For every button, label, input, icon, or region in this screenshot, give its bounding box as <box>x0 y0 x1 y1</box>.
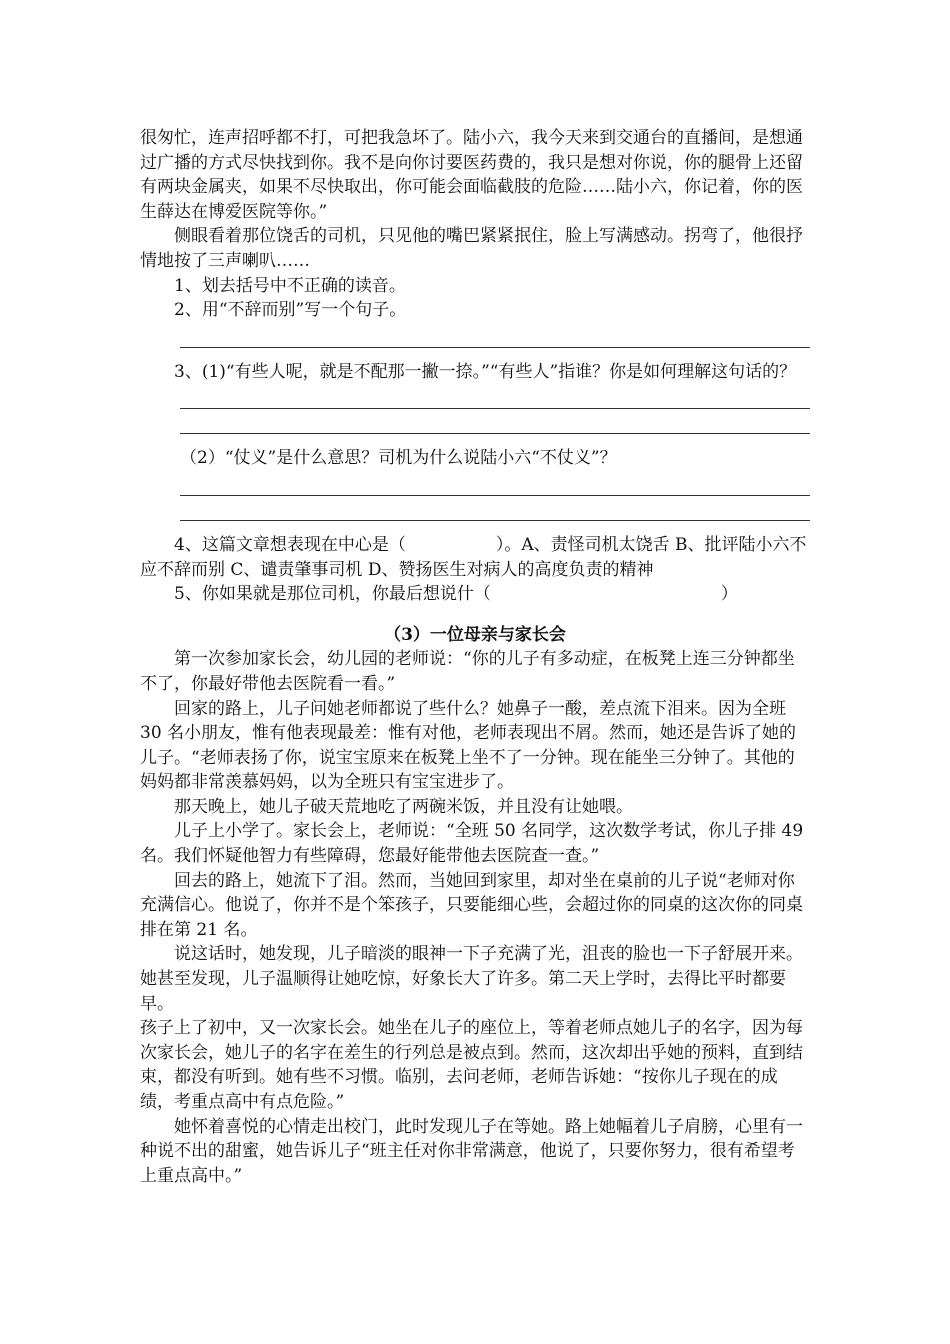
story3-paragraph-2: 回家的路上，儿子问她老师都说了些什么？她鼻子一酸，差点流下泪来。因为全班 30 名小朋友，惟有他表现最差：惟有对他，老师表现出不屑。然而，她还是告诉了她的儿子。“老师表扬了你，说宝宝原来在板凳上坐不了一分钟。现在能坐三分钟了。其他的妈妈都非常羡慕妈妈，以为全班只有宝宝进步了。 <box>140 698 797 793</box>
story3-paragraph-3: 那天晚上，她儿子破天荒地吃了两碗米饭，并且没有让她喂。 <box>174 796 633 817</box>
question-4-stem: 4、这篇文章想表现在中心是（ <box>174 534 406 555</box>
question-4 <box>140 533 810 582</box>
answer-line-q3-2a[interactable] <box>180 471 810 496</box>
question-3-2: （2）“仗义”是什么意思？司机为什么说陆小六“不仗义”？ <box>180 448 617 469</box>
question-4-options: ）。A、责怪司机太饶舌 B、批评陆小六不应不辞而别 C、谴责肇事司机 D、赞扬医生对病人的高度负责的精神 <box>140 534 807 580</box>
answer-line-q3-2b[interactable] <box>180 496 810 521</box>
answer-line-q3-1b[interactable] <box>180 409 810 434</box>
answer-line-q2[interactable] <box>180 323 810 348</box>
document-page <box>140 126 810 1188</box>
story3-paragraph-7: 孩子上了初中，又一次家长会。她坐在儿子的座位上，等着老师点她儿子的名字，因为每次家长会，她儿子的名字在差生的行列总是被点到。然而，这次却出乎她的预料，直到结束，都没有听到。她有些不习惯。临别，去问老师，老师告诉她：“按你儿子现在的成绩，考重点高中有点危险。” <box>140 1018 803 1112</box>
story2-paragraph-1: 很匆忙，连声招呼都不打，可把我急坏了。陆小六，我今天来到交通台的直播间，是想通过广播的方式尽快找到你。我不是向你讨要医药费的，我只是想对你说，你的腿骨上还留有两块金属夹，如果不尽快取出，你可能会面临截肢的危险……陆小六，你记着，你的医生薛达在博爱医院等你。” <box>140 128 803 222</box>
question-5-close: ） <box>720 584 738 605</box>
question-2: 2、用“不辞而别”写一个句子。 <box>174 300 407 321</box>
story3-paragraph-5: 回去的路上，她流下了泪。然而，当她回到家里，却对坐在桌前的儿子说“老师对你充满信心。他说了，你并不是个笨孩子，只要能细心些，会超过你的同桌的这次你的同桌排在第 21 名。 <box>140 870 803 940</box>
question-5 <box>140 582 810 607</box>
story3-paragraph-1: 第一次参加家长会，幼儿园的老师说：“你的儿子有多动症，在板凳上连三分钟都坐不了，你最好带他去医院看一看。” <box>140 649 795 694</box>
story3-paragraph-8: 她怀着喜悦的心情走出校门，此时发现儿子在等她。路上她幅着儿子肩膀，心里有一种说不出的甜蜜，她告诉儿子“班主任对你非常满意，他说了，只要你努力，很有希望考上重点高中。” <box>140 1116 803 1186</box>
story3-title: （3）一位母亲与家长会 <box>384 624 566 645</box>
question-1: 1、划去括号中不正确的读音。 <box>174 275 406 296</box>
story3-paragraph-6: 说这话时，她发现，儿子暗淡的眼神一下子充满了光，沮丧的脸也一下子舒展开来。她甚至发现，儿子温顺得让她吃惊，好象长大了许多。第二天上学时，去得比平时都要早。 <box>140 944 803 1014</box>
story3-paragraph-4: 儿子上小学了。家长会上，老师说：“全班 50 名同学，这次数学考试，你儿子排 49 名。我们怀疑他智力有些障碍，您最好能带他去医院查一查。” <box>140 821 804 867</box>
question-5-stem: 5、你如果就是那位司机，你最后想说什（ <box>174 584 491 605</box>
story2-paragraph-2: 侧眼看着那位饶舌的司机，只见他的嘴巴紧紧抿住，脸上写满感动。拐弯了，他很抒情地按了三声喇叭…… <box>140 226 803 271</box>
answer-line-q3-1a[interactable] <box>180 384 810 409</box>
question-3-1: 3、(1)“有些人呢，就是不配那一撇一捺。”“有些人”指谁？你是如何理解这句话的？ <box>174 361 797 382</box>
